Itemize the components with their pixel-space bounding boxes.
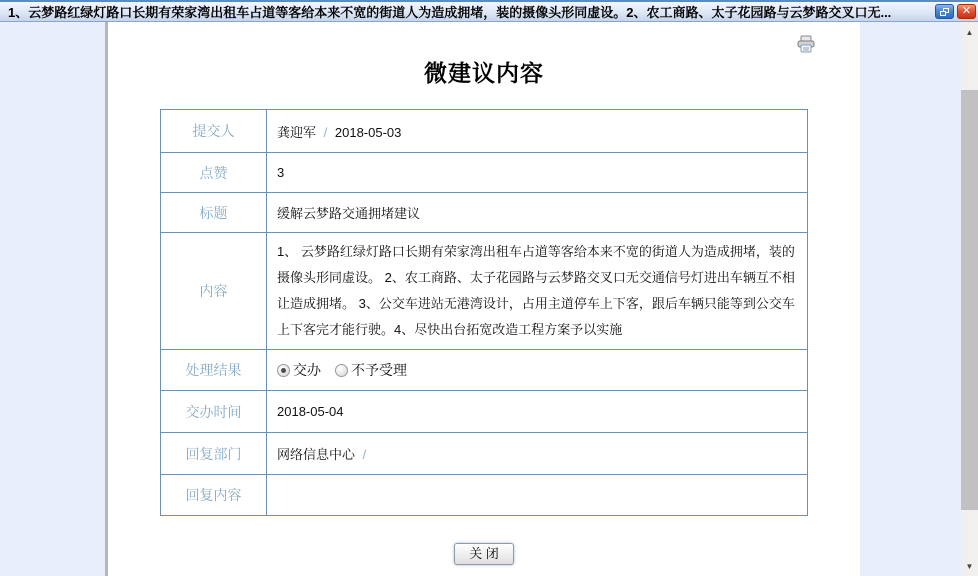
suggestion-detail-table xyxy=(160,109,808,516)
radio-option-assign[interactable] xyxy=(277,360,321,380)
radio-label: 不予受理 xyxy=(351,362,407,378)
reply-department: 网络信息中心 xyxy=(277,447,356,462)
window-controls xyxy=(935,4,978,19)
radio-button-icon[interactable] xyxy=(335,364,348,377)
table-row xyxy=(161,475,808,516)
content-panel xyxy=(105,22,860,576)
likes-count: 3 xyxy=(267,153,808,193)
row-value xyxy=(267,350,808,391)
suggestion-content: 1、 云梦路红绿灯路口长期有荣家湾出租车占道等客给本来不宽的街道人为造成拥堵，装的摄像头形同虚设。 2、农工商路、太子花园路与云梦路交叉口无交通信号灯进出车辆互不相让造成拥堵。 3、公交车进站无港湾设计，占用主道停车上下客，跟后车辆只能等到公交车上下客完才能行驶。4、尽快出台拓宽改造工程方案予以实施 xyxy=(267,233,808,350)
page-viewport xyxy=(0,22,978,576)
row-value xyxy=(267,110,808,153)
print-button[interactable] xyxy=(796,34,816,54)
table-row xyxy=(161,391,808,433)
table-row xyxy=(161,110,808,153)
close-page-button[interactable]: 关 闭 xyxy=(454,543,514,565)
row-value xyxy=(267,433,808,475)
table-row xyxy=(161,433,808,475)
row-label: 标题 xyxy=(161,193,267,233)
restore-window-button[interactable] xyxy=(935,4,954,19)
row-label: 处理结果 xyxy=(161,350,267,391)
assign-date: 2018-05-04 xyxy=(267,391,808,433)
suggestion-title: 缓解云梦路交通拥堵建议 xyxy=(267,193,808,233)
row-label: 提交人 xyxy=(161,110,267,153)
row-label: 点赞 xyxy=(161,153,267,193)
radio-label: 交办 xyxy=(293,362,321,378)
row-label: 内容 xyxy=(161,233,267,350)
row-label: 交办时间 xyxy=(161,391,267,433)
scroll-up-icon[interactable]: ▲ xyxy=(965,27,974,37)
window-title: 1、云梦路红绿灯路口长期有荣家湾出租车占道等客给本来不宽的街道人为造成拥堵，装的摄像头形同虚设。2、农工商路、太子花园路与云梦路交叉口无... xyxy=(8,5,892,20)
restore-icon xyxy=(940,8,949,16)
table-row xyxy=(161,193,808,233)
separator: / xyxy=(323,124,328,140)
close-icon: ✕ xyxy=(961,5,972,17)
window-titlebar xyxy=(0,0,978,22)
separator: / xyxy=(362,447,367,462)
table-row xyxy=(161,233,808,350)
close-button-row xyxy=(160,543,808,565)
vertical-scrollbar[interactable] xyxy=(961,22,978,576)
scroll-down-icon[interactable]: ▼ xyxy=(965,561,974,571)
row-label: 回复内容 xyxy=(161,475,267,516)
radio-button-icon[interactable] xyxy=(277,364,290,377)
row-label: 回复部门 xyxy=(161,433,267,475)
submitter-name: 龚迎军 xyxy=(277,124,317,140)
reply-content xyxy=(267,475,808,516)
radio-option-reject[interactable] xyxy=(335,360,407,380)
printer-icon xyxy=(796,34,816,54)
submit-date: 2018-05-03 xyxy=(334,124,402,140)
scrollbar-thumb[interactable] xyxy=(961,90,978,510)
result-radio-group xyxy=(277,360,797,380)
table-row xyxy=(161,153,808,193)
page-title: 微建议内容 xyxy=(424,60,544,86)
table-row xyxy=(161,350,808,391)
close-window-button[interactable] xyxy=(957,4,976,19)
